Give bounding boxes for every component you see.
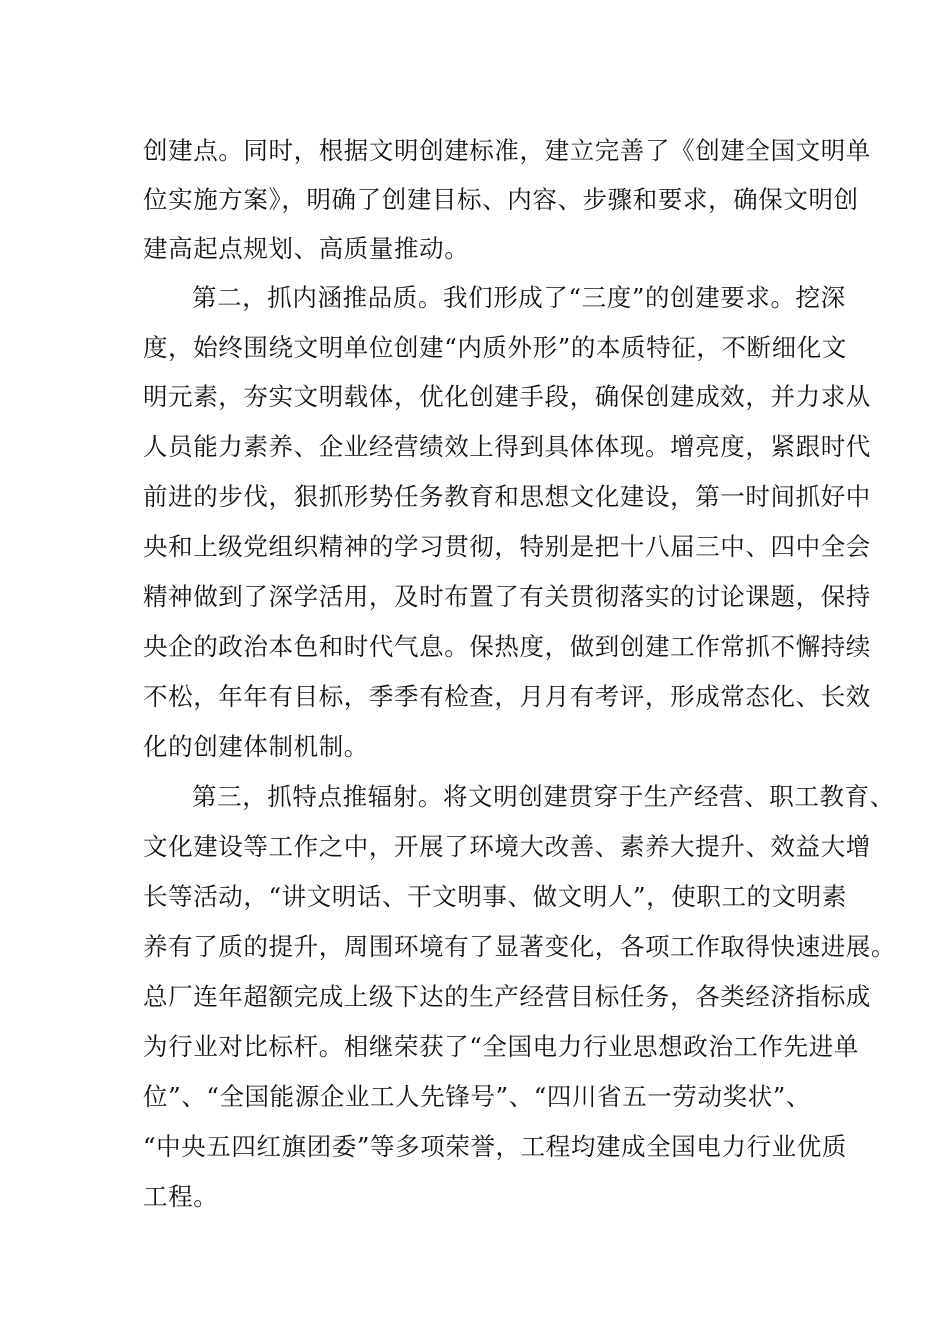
text-line: 创建点。同时，根据文明创建标准，建立完善了《创建全国文明单: [143, 136, 871, 165]
text-line: 度，始终围绕文明单位创建“内质外形”的本质特征，不断细化文: [143, 333, 847, 362]
text-line: 工程。: [143, 1182, 219, 1211]
paragraph-start-line: 第二，抓内涵推品质。我们形成了“三度”的创建要求。挖深: [192, 283, 846, 312]
text-line: 养有了质的提升，周围环境有了显著变化，各项工作取得快速进展。: [143, 932, 896, 961]
text-line: 前进的步伐，狠抓形势任务教育和思想文化建设，第一时间抓好中: [143, 482, 871, 511]
text-line: 化的创建体制机制。: [143, 732, 369, 761]
text-line: 建高起点规划、高质量推动。: [143, 234, 470, 263]
text-line: 不松，年年有目标，季季有检查，月月有考评，形成常态化、长效: [143, 682, 871, 711]
text-line: 位实施方案》，明确了创建目标、内容、步骤和要求，确保文明创: [143, 185, 859, 214]
text-line: 精神做到了深学活用，及时布置了有关贯彻落实的讨论课题，保持: [143, 582, 871, 611]
text-line: 人员能力素养、企业经营绩效上得到具体体现。增亮度，紧跟时代: [143, 432, 871, 461]
paragraph-start-line: 第三，抓特点推辐射。将文明创建贯穿于生产经营、职工教育、: [192, 782, 895, 811]
text-line: 为行业对比标杆。相继荣获了“全国电力行业思想政治工作先进单: [143, 1032, 859, 1061]
text-line: 总厂连年超额完成上级下达的生产经营目标任务，各类经济指标成: [143, 982, 871, 1011]
text-line: 位”、“全国能源企业工人先锋号”、“四川省五一劳动奖状”、: [143, 1082, 812, 1111]
text-line: 长等活动，“讲文明话、干文明事、做文明人”，使职工的文明素: [143, 882, 847, 911]
text-line: 央企的政治本色和时代气息。保热度，做到创建工作常抓不懈持续: [143, 632, 871, 661]
text-line: 明元素，夯实文明载体，优化创建手段，确保创建成效，并力求从: [143, 382, 871, 411]
text-line: 央和上级党组织精神的学习贯彻，特别是把十八届三中、四中全会: [143, 532, 871, 561]
text-line: “中央五四红旗团委”等多项荣誉，工程均建成全国电力行业优质: [143, 1132, 847, 1161]
text-line: 文化建设等工作之中，开展了环境大改善、素养大提升、效益大增: [143, 832, 871, 861]
